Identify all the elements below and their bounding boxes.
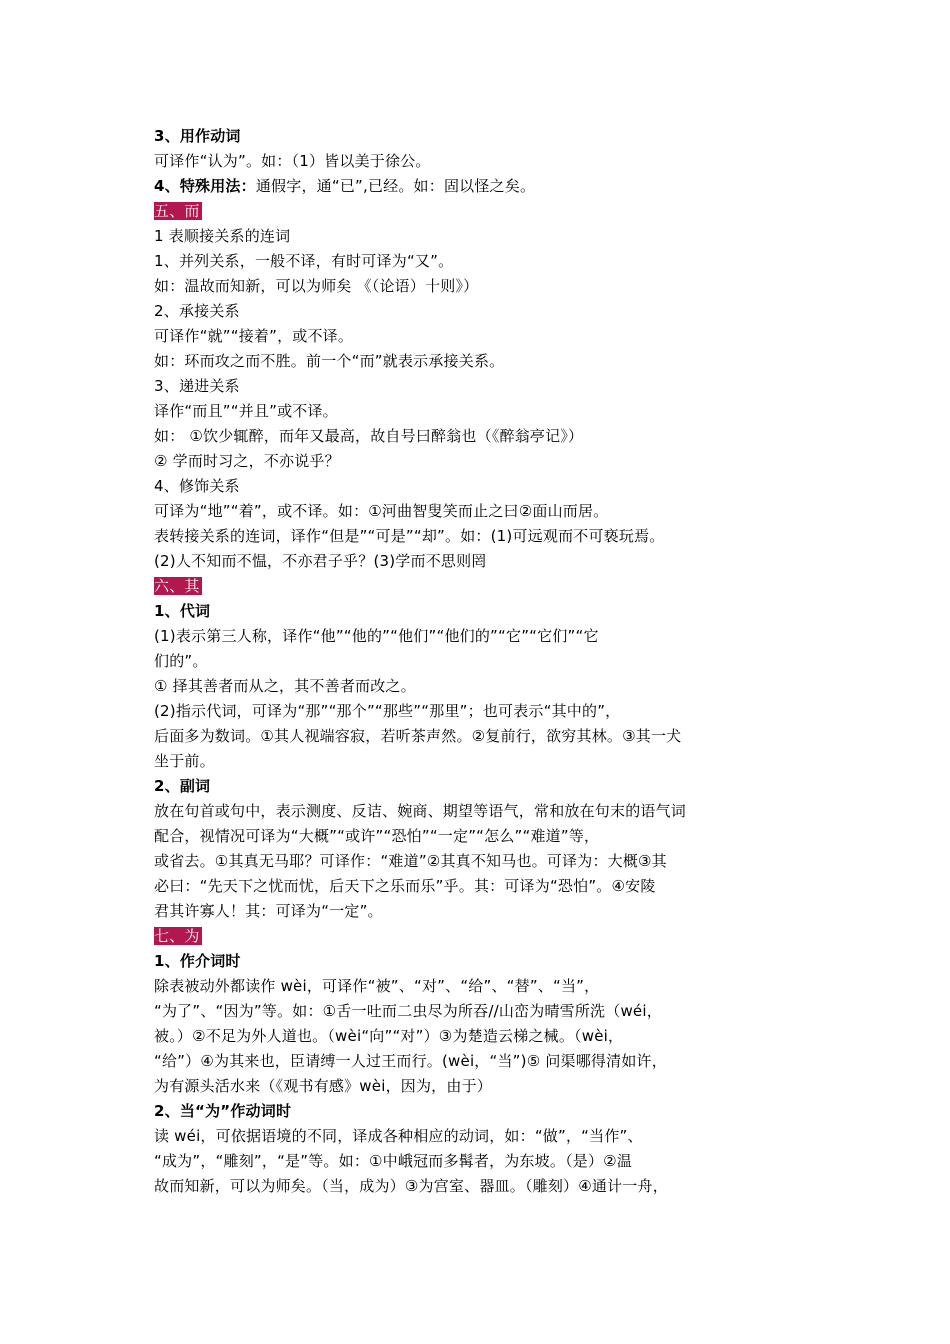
subheading-line (154, 949, 804, 974)
line-text: 们的”。 (154, 652, 208, 670)
line-text: ② 学而时习之，不亦说乎？ (154, 452, 340, 470)
line-text: 或省去。①其真无马耶？可译作：“难道”②其真不知马也。可译为：大概③其 (154, 852, 667, 870)
text-line (154, 649, 804, 674)
text-line (154, 1074, 804, 1099)
line-text: ① 择其善者而从之，其不善者而改之。 (154, 677, 416, 695)
text-line (154, 974, 804, 999)
line-text: 可译作“就”“接着”，或不译。 (154, 327, 354, 345)
line-text: “为了”、“因为”等。如：①舌一吐而二虫尽为所吞//山峦为晴雪所洗（wéi， (154, 1002, 662, 1020)
section-heading (154, 924, 804, 949)
line-text: “成为”，“雕刻”，“是”等。如：①中峨冠而多髯者，为东坡。（是）②温 (154, 1152, 633, 1170)
text-line (154, 224, 804, 249)
line-text: 坐于前。 (154, 752, 215, 770)
subheading-line (154, 124, 804, 149)
line-text: 后面多为数词。①其人视端容寂，若听茶声然。②复前行，欲穷其林。③其一犬 (154, 727, 682, 745)
text-line (154, 724, 804, 749)
section-heading-label: 六、其 (154, 577, 200, 595)
section-heading-label: 七、为 (154, 927, 200, 945)
document-page (154, 124, 804, 1199)
text-line (154, 449, 804, 474)
line-text: 配合，视情况可译为“大概”“或许”“恐怕”“一定”“怎么”“难道”等， (154, 827, 600, 845)
text-line (154, 874, 804, 899)
text-line (154, 374, 804, 399)
text-line (154, 1149, 804, 1174)
text-line (154, 1049, 804, 1074)
bold-label: 3、用作动词 (154, 127, 241, 145)
line-text: 如：环而攻之而不胜。前一个“而”就表示承接关系。 (154, 352, 505, 370)
line-text: (2)人不知而不愠，不亦君子乎？(3)学而不思则罔 (154, 552, 487, 570)
text-line (154, 674, 804, 699)
text-line (154, 1124, 804, 1149)
line-text: 可译为“地”“着”，或不译。如：①河曲智叟笑而止之曰②面山而居。 (154, 502, 609, 520)
section-heading-label: 五、而 (154, 202, 200, 220)
text-line (154, 524, 804, 549)
text-line (154, 174, 804, 199)
line-text: 除表被动外都读作 wèi，可译作“被”、“对”、“给”、“替”、“当”， (154, 977, 600, 995)
subheading-line (154, 1099, 804, 1124)
line-text: 为有源头活水来（《观书有感》wèi，因为，由于） (154, 1077, 492, 1095)
line-text: 1、并列关系，一般不译，有时可译为“又”。 (154, 252, 454, 270)
line-text: 如：温故而知新，可以为师矣 《（论语）十则》） (154, 277, 479, 295)
text-line (154, 499, 804, 524)
text-line (154, 899, 804, 924)
subheading-line (154, 599, 804, 624)
text-line (154, 824, 804, 849)
bold-label: 1、代词 (154, 602, 211, 620)
section-heading (154, 574, 804, 599)
line-text: 4、修饰关系 (154, 477, 240, 495)
text-line (154, 399, 804, 424)
line-text: (2)指示代词，可译为“那”“那个”“那些”“那里”；也可表示“其中的”， (154, 702, 621, 720)
line-text: “给”）④为其来也，臣请缚一人过王而行。(wèi，“当”)⑤ 问渠哪得清如许， (154, 1052, 667, 1070)
line-text: 1 表顺接关系的连词 (154, 227, 291, 245)
bold-label: 4、特殊用法： (154, 177, 256, 195)
text-line (154, 299, 804, 324)
section-heading (154, 199, 804, 224)
line-text: (1)表示第三人称，译作“他”“他的”“他们”“他们的”“它”“它们”“它 (154, 627, 599, 645)
text-line (154, 549, 804, 574)
line-text: 故而知新，可以为师矣。（当，成为）③为宫室、器皿。（雕刻）④通计一舟， (154, 1177, 668, 1195)
text-line (154, 749, 804, 774)
bold-label: 1、作介词时 (154, 952, 241, 970)
line-text: 可译作“认为”。如：（1）皆以美于徐公。 (154, 152, 431, 170)
text-line (154, 849, 804, 874)
text-line (154, 424, 804, 449)
line-text: 君其许寡人！其：可译为“一定”。 (154, 902, 383, 920)
line-text: 2、承接关系 (154, 302, 240, 320)
text-line (154, 1024, 804, 1049)
text-line (154, 474, 804, 499)
subheading-line (154, 774, 804, 799)
line-text: 读 wéi，可依据语境的不同，译成各种相应的动词，如：“做”，“当作”、 (154, 1127, 643, 1145)
text-line (154, 349, 804, 374)
line-text: 被。）②不足为外人道也。（wèi“向”“对”）③为楚造云梯之械。（wèi， (154, 1027, 624, 1045)
line-text: 必曰：“先天下之忧而忧，后天下之乐而乐”乎。其：可译为“恐怕”。④安陵 (154, 877, 656, 895)
bold-label: 2、副词 (154, 777, 211, 795)
text-line (154, 799, 804, 824)
text-line (154, 274, 804, 299)
text-line (154, 324, 804, 349)
text-line (154, 699, 804, 724)
text-line (154, 249, 804, 274)
line-text: 译作“而且”“并且”或不译。 (154, 402, 338, 420)
text-line (154, 1174, 804, 1199)
text-line (154, 999, 804, 1024)
bold-label: 2、当“为”作动词时 (154, 1102, 292, 1120)
text-line (154, 149, 804, 174)
line-text: 通假字，通“已”,已经。如：固以怪之矣。 (255, 177, 536, 195)
line-text: 3、递进关系 (154, 377, 240, 395)
line-text: 表转接关系的连词，译作“但是”“可是”“却”。如：(1)可远观而不可亵玩焉。 (154, 527, 665, 545)
text-line (154, 624, 804, 649)
line-text: 如： ①饮少辄醉，而年又最高，故自号曰醉翁也（《醉翁亭记》） (154, 427, 584, 445)
line-text: 放在句首或句中，表示测度、反诘、婉商、期望等语气，常和放在句末的语气词 (154, 802, 687, 820)
